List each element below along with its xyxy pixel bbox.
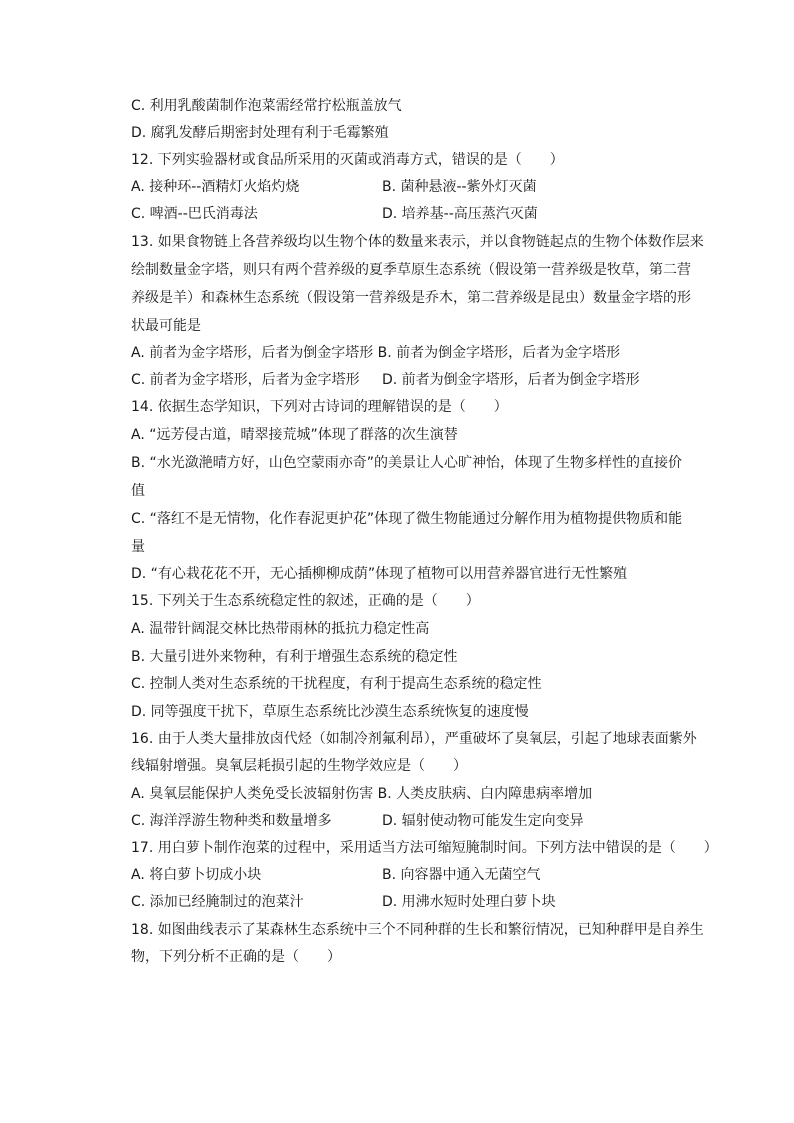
q16-stem-line2: 线辐射增强。臭氧层耗损引起的生物学效应是（ ） [131,758,467,774]
q14-option-a: A. “远芳侵古道，晴翠接荒城”体现了群落的次生演替 [131,427,458,443]
q16-option-d: D. 辐射使动物可能发生定向变异 [382,813,584,829]
q14-option-c-line2: 量 [131,539,145,555]
q12-option-a: A. 接种环--酒精灯火焰灼烧 [131,179,300,195]
q17-option-a: A. 将白萝卜切成小块 [131,867,262,883]
q13-stem-line1: 13. 如果食物链上各营养级均以生物个体的数量来表示，并以食物链起点的生物个体数作层来 [131,234,704,250]
q14-option-d: D. “有心栽花花不开，无心插柳柳成荫”体现了植物可以用营养器官进行无性繁殖 [131,566,628,582]
q14-option-b-line1: B. “水光潋滟晴方好，山色空蒙雨亦奇”的美景让人心旷神怡，体现了生物多样性的直接价 [131,455,683,471]
q17-stem: 17. 用白萝卜制作泡菜的过程中，采用适当方法可缩短腌制时间。下列方法中错误的是（ ） [131,840,718,856]
q15-option-b: B. 大量引进外来物种，有利于增强生态系统的稳定性 [131,649,458,665]
q13-stem-line4: 状最可能是 [131,318,201,334]
q15-option-a: A. 温带针阔混交林比热带雨林的抵抗力稳定性高 [131,621,430,637]
q13-stem-line2: 绘制数量金字塔，则只有两个营养级的夏季草原生态系统（假设第一营养级是牧草，第二营 [131,262,691,278]
q13-options-ab: A. 前者为金字塔形，后者为倒金字塔形 B. 前者为倒金字塔形，后者为金字塔形 [131,345,621,361]
q12-option-c: C. 啤酒--巴氏消毒法 [131,206,258,222]
q13-option-d: D. 前者为倒金字塔形，后者为倒金字塔形 [382,372,640,388]
q11-option-d: D. 腐乳发酵后期密封处理有利于毛霉繁殖 [131,125,389,141]
q15-stem: 15. 下列关于生态系统稳定性的叙述，正确的是（ ） [131,593,480,609]
q14-option-c-line1: C. “落红不是无情物，化作春泥更护花”体现了微生物能通过分解作用为植物提供物质和能 [131,511,683,527]
q12-option-b: B. 菌种悬液--紫外灯灭菌 [382,179,537,195]
q15-option-d: D. 同等强度干扰下，草原生态系统比沙漠生态系统恢复的速度慢 [131,704,529,720]
q15-option-c: C. 控制人类对生态系统的干扰程度，有利于提高生态系统的稳定性 [131,676,542,692]
q14-option-b-line2: 值 [131,483,145,499]
q12-option-d: D. 培养基--高压蒸汽灭菌 [382,206,538,222]
q17-option-c: C. 添加已经腌制过的泡菜汁 [131,894,304,910]
q17-option-b: B. 向容器中通入无菌空气 [382,867,541,883]
q13-stem-line3: 养级是羊）和森林生态系统（假设第一营养级是乔木，第二营养级是昆虫）数量金字塔的形 [131,290,691,306]
q11-option-c: C. 利用乳酸菌制作泡菜需经常拧松瓶盖放气 [131,98,402,114]
q18-stem-line1: 18. 如图曲线表示了某森林生态系统中三个不同种群的生长和繁衍情况，已知种群甲是自养生 [131,922,704,938]
q16-options-ab: A. 臭氧层能保护人类免受长波辐射伤害 B. 人类皮肤病、白内障患病率增加 [131,786,593,802]
q16-option-c: C. 海洋浮游生物种类和数量增多 [131,813,332,829]
q17-option-d: D. 用沸水短时处理白萝卜块 [382,894,556,910]
q13-option-c: C. 前者为金字塔形，后者为金字塔形 [131,372,360,388]
q18-stem-line2: 物，下列分析不正确的是（ ） [131,949,341,965]
q14-stem: 14. 依据生态学知识，下列对古诗词的理解错误的是（ ） [131,399,508,415]
q16-stem-line1: 16. 由于人类大量排放卤代烃（如制冷剂氟利昂），严重破坏了臭氧层，引起了地球表面紫外 [131,731,697,747]
q12-stem: 12. 下列实验器材或食品所采用的灭菌或消毒方式，错误的是（ ） [131,152,564,168]
